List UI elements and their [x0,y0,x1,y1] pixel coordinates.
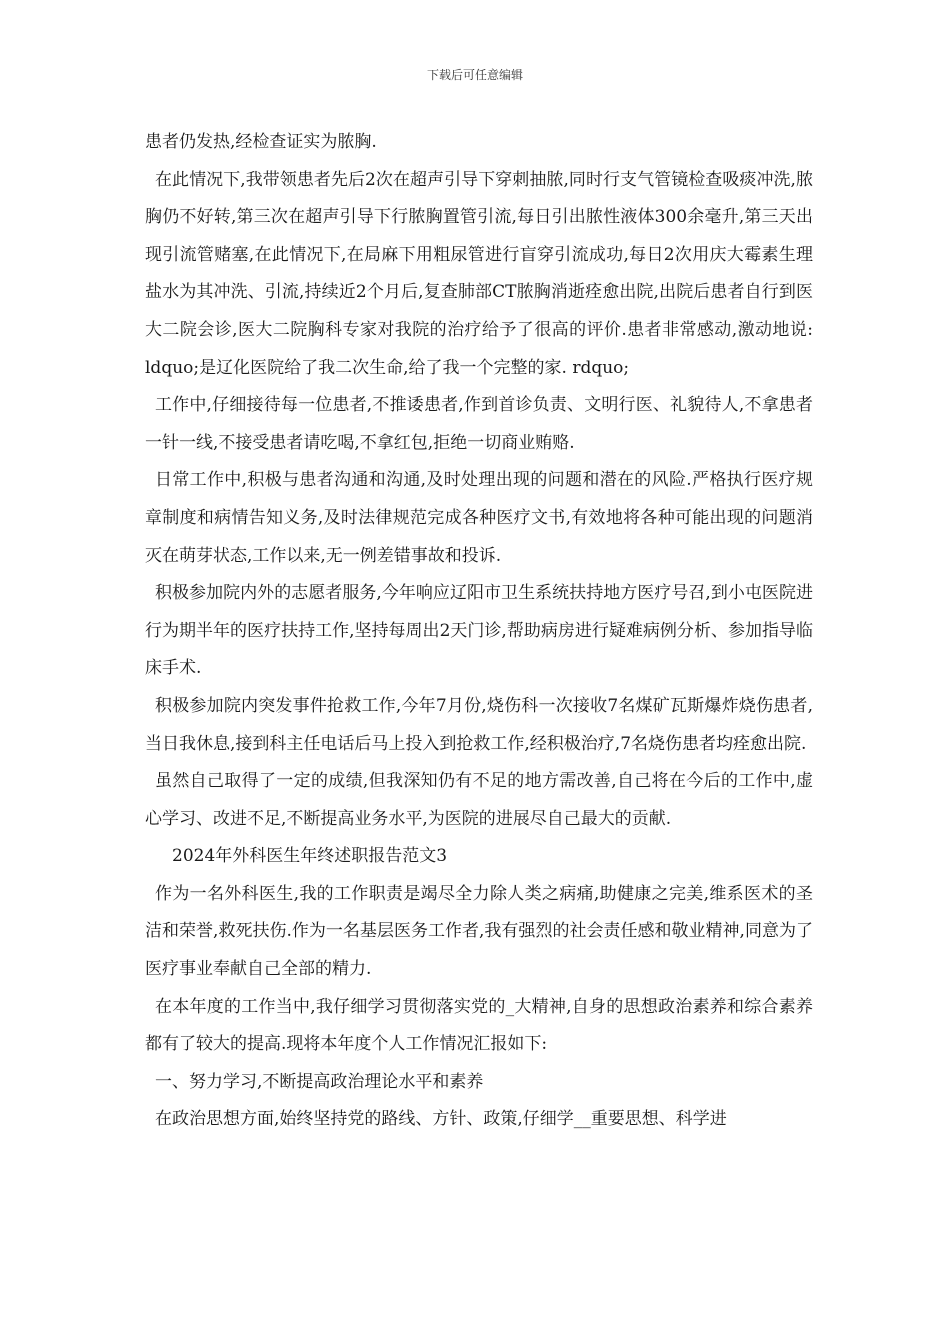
paragraph-continuation: 患者仍发热,经检查证实为脓胸. [145,132,377,152]
paragraph: 在本年度的工作当中,我仔细学习贯彻落实党的_大精神,自身的思想政治素养和综合素养都有了较大的提高.现将本年度个人工作情况汇报如下: [145,996,813,1055]
page-header: 下载后可任意编辑 [426,68,523,82]
paragraph: 工作中,仔细接待每一位患者,不推诿患者,作到首诊负责、文明行医、礼貌待人,不拿患者一针一线,不接受患者请吃喝,不拿红包,拒绝一切商业贿赂. [145,395,813,453]
section-heading: 一、努力学习,不断提高政治理论水平和素养 [155,1071,484,1092]
paragraph: 积极参加院内突发事件抢救工作,今年7月份,烧伤科一次接收7名煤矿瓦斯爆炸烧伤患者,当日我休息,接到科主任电话后马上投入到抢救工作,经积极治疗,7名烧伤患者均痊愈出院. [145,695,813,754]
paragraph: 在此情况下,我带领患者先后2次在超声引导下穿刺抽脓,同时行支气管镜检查吸痰冲洗,脓胸仍不好转,第三次在超声引导下行脓胸置管引流,每日引出脓性液体300余毫升,第三天出现引流管赌塞,在此情况下,在局麻下用粗尿管进行盲穿引流成功,每日2次用庆大霉素生理盐水为其冲洗、引流,持续近2个月后,复查肺部CT脓胸消逝痊愈出院,出院后患者自行到医大二院会诊,医大二院胸科专家对我院的治疗给予了很高的评价.患者非常感动,激动地说: ldquo;是辽化医院给了我二次生命,给了我一个完整的家. rdquo; [145,169,813,378]
paragraph: 积极参加院内外的志愿者服务,今年响应辽阳市卫生系统扶持地方医疗号召,到小屯医院进行为期半年的医疗扶持工作,坚持每周出2天门诊,帮助病房进行疑难病例分析、参加指导临床手术. [145,583,813,679]
document-body [145,124,813,1139]
paragraph: 虽然自己取得了一定的成绩,但我深知仍有不足的地方需改善,自己将在今后的工作中,虚心学习、改进不足,不断提高业务水平,为医院的进展尽自己最大的贡献. [145,771,813,829]
paragraph: 作为一名外科医生,我的工作职责是竭尽全力除人类之病痛,助健康之完美,维系医术的圣洁和荣誉,救死扶伤.作为一名基层医务工作者,我有强烈的社会责任感和敬业精神,同意为了医疗事业奉献自己全部的精力. [145,883,813,980]
paragraph: 在政治思想方面,始终坚持党的路线、方针、政策,仔细学__重要思想、科学进 [155,1109,727,1130]
section-title: 2024年外科医生年终述职报告范文3 [172,846,448,867]
paragraph: 日常工作中,积极与患者沟通和沟通,及时处理出现的问题和潜在的风险.严格执行医疗规章制度和病情告知义务,及时法律规范完成各种医疗文书,有效地将各种可能出现的问题消灭在萌芽状态,工作以来,无一例差错事故和投诉. [145,470,813,566]
